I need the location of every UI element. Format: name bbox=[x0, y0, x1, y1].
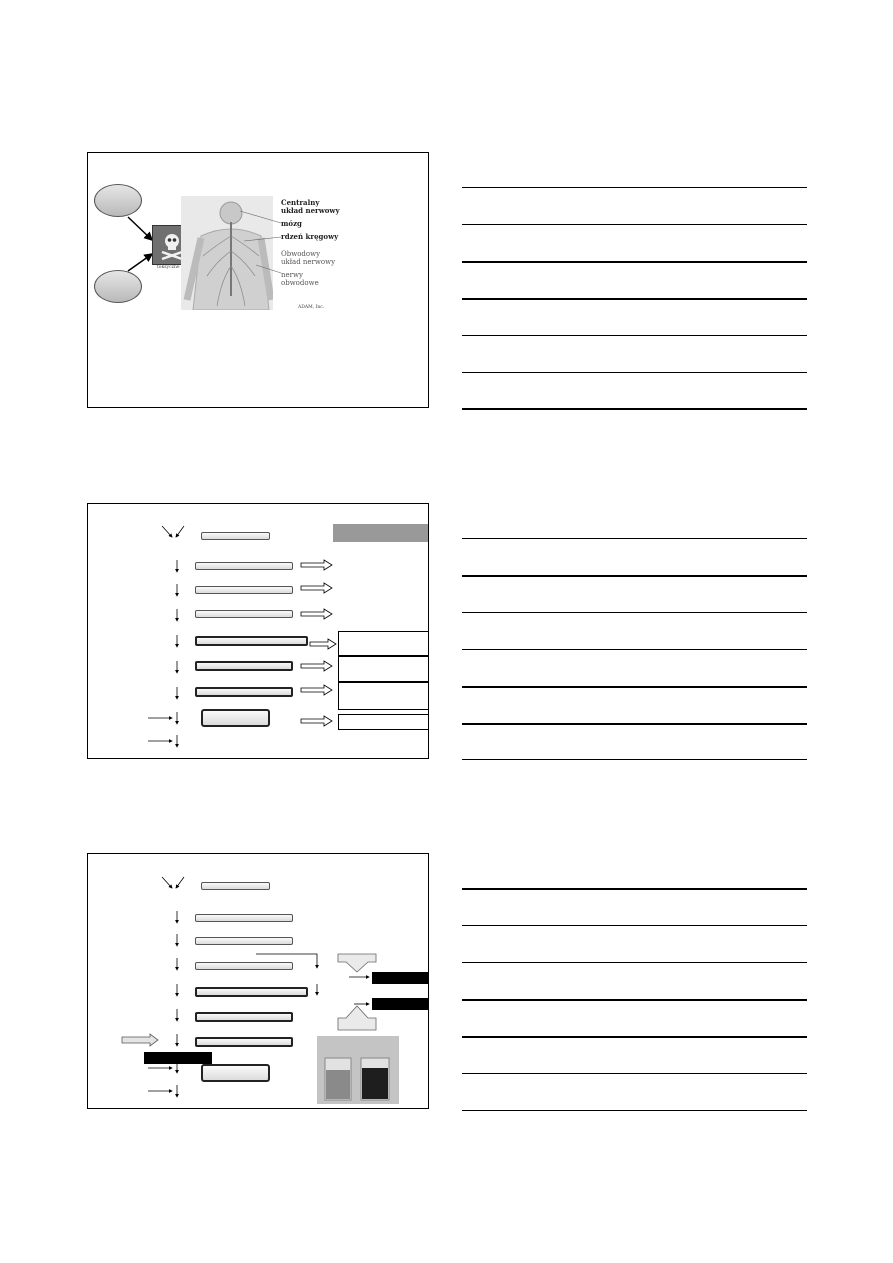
notes-area-1 bbox=[462, 187, 807, 409]
label-cns: Centralny układ nerwowy bbox=[281, 198, 340, 215]
pathway-step-3 bbox=[195, 586, 293, 594]
pathway-step-1 bbox=[201, 532, 270, 540]
note-line bbox=[462, 575, 807, 577]
note-line bbox=[462, 1073, 807, 1074]
slide-2-pathway bbox=[87, 503, 429, 759]
pathway-step-8 bbox=[201, 709, 270, 727]
pathway-step-6 bbox=[195, 661, 293, 671]
label-spine: rdzeń kręgowy bbox=[281, 232, 339, 241]
note-line bbox=[462, 962, 807, 963]
test-step-3 bbox=[195, 937, 293, 945]
label-leader-lines bbox=[238, 193, 288, 283]
note-line bbox=[462, 759, 807, 760]
note-line bbox=[462, 612, 807, 613]
test-step-1 bbox=[201, 882, 270, 890]
pathway-step-4 bbox=[195, 610, 293, 618]
label-brain: mózg bbox=[281, 219, 302, 228]
note-line bbox=[462, 723, 807, 725]
test-step-5 bbox=[195, 987, 308, 997]
note-line bbox=[462, 261, 807, 263]
pathway-step-7 bbox=[195, 687, 293, 697]
result-box-4 bbox=[338, 714, 429, 730]
note-line bbox=[462, 686, 807, 688]
note-line bbox=[462, 538, 807, 539]
slide-3-pathway-test bbox=[87, 853, 429, 1109]
slide-1-nervous-system bbox=[87, 152, 429, 408]
black-label-bar-left bbox=[144, 1052, 212, 1064]
result-box-2 bbox=[338, 656, 429, 682]
label-nerves: nerwy obwodowe bbox=[281, 271, 319, 287]
note-line bbox=[462, 925, 807, 926]
poison-label: toksyczne bbox=[157, 265, 180, 270]
test-step-6 bbox=[195, 1012, 293, 1022]
beaker-icon bbox=[317, 1036, 399, 1104]
note-line bbox=[462, 1036, 807, 1038]
note-line bbox=[462, 999, 807, 1001]
result-box-1 bbox=[338, 631, 429, 656]
test-step-2 bbox=[195, 914, 293, 922]
notes-area-3 bbox=[462, 888, 807, 1111]
note-line bbox=[462, 335, 807, 336]
notes-area-2 bbox=[462, 538, 807, 760]
note-line bbox=[462, 408, 807, 410]
pathway-step-2 bbox=[195, 562, 293, 570]
note-line bbox=[462, 187, 807, 188]
test-step-7 bbox=[195, 1037, 293, 1047]
beakers-photo bbox=[317, 1036, 399, 1104]
note-line bbox=[462, 649, 807, 650]
gray-header-bar bbox=[333, 524, 429, 542]
pathway-step-5 bbox=[195, 636, 308, 646]
black-label-bar-bottom bbox=[372, 998, 429, 1010]
note-line bbox=[462, 298, 807, 300]
test-step-4 bbox=[195, 962, 293, 970]
note-line bbox=[462, 1110, 807, 1111]
illustration-credit: ADAM, Inc. bbox=[298, 305, 325, 310]
test-step-8 bbox=[201, 1064, 270, 1082]
note-line bbox=[462, 888, 807, 890]
label-pns: Obwodowy układ nerwowy bbox=[281, 250, 336, 266]
result-box-3 bbox=[338, 682, 429, 710]
note-line bbox=[462, 372, 807, 373]
black-label-bar-top bbox=[372, 972, 429, 984]
note-line bbox=[462, 224, 807, 225]
